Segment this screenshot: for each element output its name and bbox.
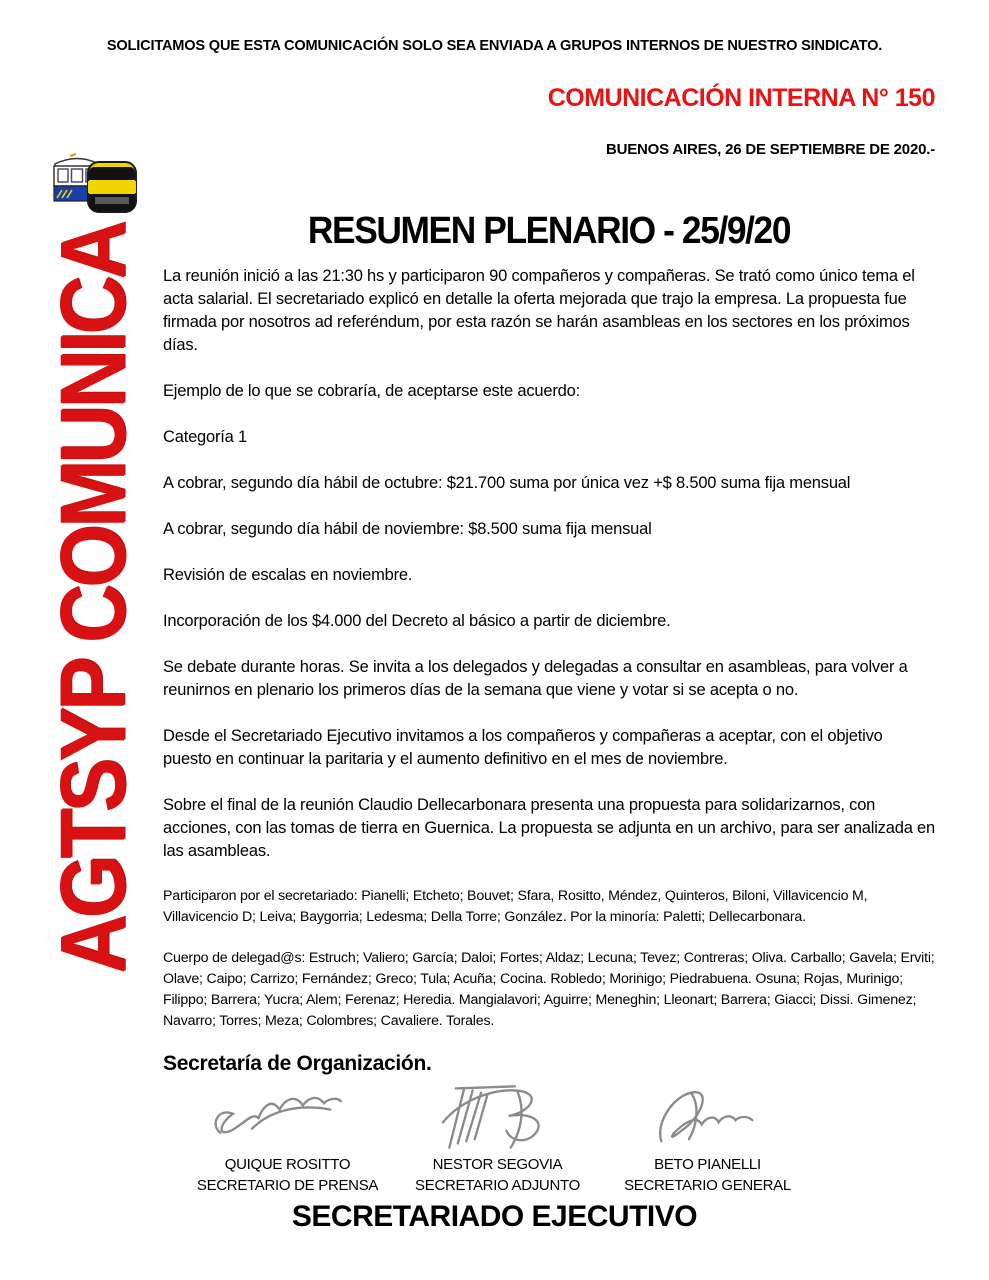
signatory-name: BETO PIANELLI xyxy=(654,1156,761,1173)
agtsyp-comunica-text: AGTSYP COMUNICA xyxy=(42,224,145,974)
signature-scribble-icon xyxy=(203,1080,373,1154)
signatory-name: NESTOR SEGOVIA xyxy=(432,1156,563,1173)
paragraph-guernica: Sobre el final de la reunión Claudio Dellecarbonara presenta una propuesta para solidarizarnos, con acciones, con las tomas de tierra en Guernica. La propuesta se adjunta en un archivo, para ser analizada en las asambleas. xyxy=(163,796,936,860)
paragraph-november-pay: A cobrar, segundo día hábil de noviembre: $8.500 suma fija mensual xyxy=(163,520,652,538)
signatory-role: SECRETARIO ADJUNTO xyxy=(415,1177,580,1194)
signature-block xyxy=(185,1080,810,1194)
signature-general-secretary xyxy=(605,1080,810,1194)
communication-title: COMUNICACIÓN INTERNA N° 150 xyxy=(547,84,935,112)
paragraph-revision: Revisión de escalas en noviembre. xyxy=(163,566,413,584)
document-body xyxy=(163,210,935,1076)
footer-title: SECRETARIADO EJECUTIVO xyxy=(291,1200,698,1233)
signature-press-secretary xyxy=(185,1080,390,1194)
signature-scribble-icon xyxy=(413,1080,583,1154)
paragraph-debate: Se debate durante horas. Se invita a los delegados y delegadas a consultar en asambleas, para volver a reunirnos en plenario los primeros días de la semana que viene y votar si se acepta o no. xyxy=(163,658,908,699)
document-title: RESUMEN PLENARIO - 25/9/20 xyxy=(307,210,791,252)
paragraph-october-pay: A cobrar, segundo día hábil de octubre: $21.700 suma por única vez +$ 8.500 suma fija mensual xyxy=(163,474,851,492)
dateline: BUENOS AIRES, 26 DE SEPTIEMBRE DE 2020.- xyxy=(605,141,935,158)
signatory-name: QUIQUE ROSITTO xyxy=(224,1156,351,1173)
paragraph-category: Categoría 1 xyxy=(163,428,248,446)
signatory-role: SECRETARIO DE PRENSA xyxy=(196,1177,379,1194)
subway-cars-icon xyxy=(50,150,138,214)
paragraph-delegates: Cuerpo de delegad@s: Estruch; Valiero; García; Daloi; Fortes; Aldaz; Lecuna; Tevez; Contreras; Oliva. Carballo; Gavela; Erviti; Olave; Caipo; Carrizo; Fernández; Greco; Tula; Acuña; Cocina. Robledo; Morinigo; Piedrabuena. Osuna; Rojas, Murinigo; Filippo; Barrera; Yucra; Alem; Ferenaz; Heredia. Mangialavori; Aguirre; Meneghin; Lleonart; Barrera; Giacci; Dissi. Gimenez; Navarro; Torres; Meza; Colombres; Cavaliere. Torales. xyxy=(163,950,935,1029)
distribution-notice: SOLICITAMOS QUE ESTA COMUNICACIÓN SOLO SEA ENVIADA A GRUPOS INTERNOS DE NUESTRO SINDICATO. xyxy=(106,38,883,54)
signatory-role: SECRETARIO GENERAL xyxy=(624,1177,791,1194)
agtsyp-comunica-banner xyxy=(40,224,148,974)
section-heading: Secretaría de Organización. xyxy=(163,1052,432,1075)
paragraph-intro: La reunión inició a las 21:30 hs y participaron 90 compañeros y compañeras. Se trató como único tema el acta salarial. El secretariado explicó en detalle la oferta mejorada que trajo la empresa. La propuesta fue firmada por nosotros ad referéndum, por esta razón se harán asambleas en los sectores en los próximos días. xyxy=(163,267,915,354)
paragraph-participants: Participaron por el secretariado: Pianelli; Etcheto; Bouvet; Sfara, Rositto, Méndez, Quinteros, Biloni, Villavicencio M, Villavicencio D; Leiva; Baygorria; Ledesma; Della Torre; González. Por la minoría: Paletti; Dellecarbonara. xyxy=(163,888,868,925)
paragraph-decree: Incorporación de los $4.000 del Decreto al básico a partir de diciembre. xyxy=(163,612,671,630)
paragraph-example-lead: Ejemplo de lo que se cobraría, de aceptarse este acuerdo: xyxy=(163,382,580,400)
paragraph-invitation: Desde el Secretariado Ejecutivo invitamos a los compañeros y compañeras a aceptar, con el objetivo puesto en continuar la paritaria y el aumento definitivo en el mes de noviembre. xyxy=(163,727,883,768)
signature-adjunct-secretary xyxy=(395,1080,600,1194)
signature-scribble-icon xyxy=(623,1080,793,1154)
